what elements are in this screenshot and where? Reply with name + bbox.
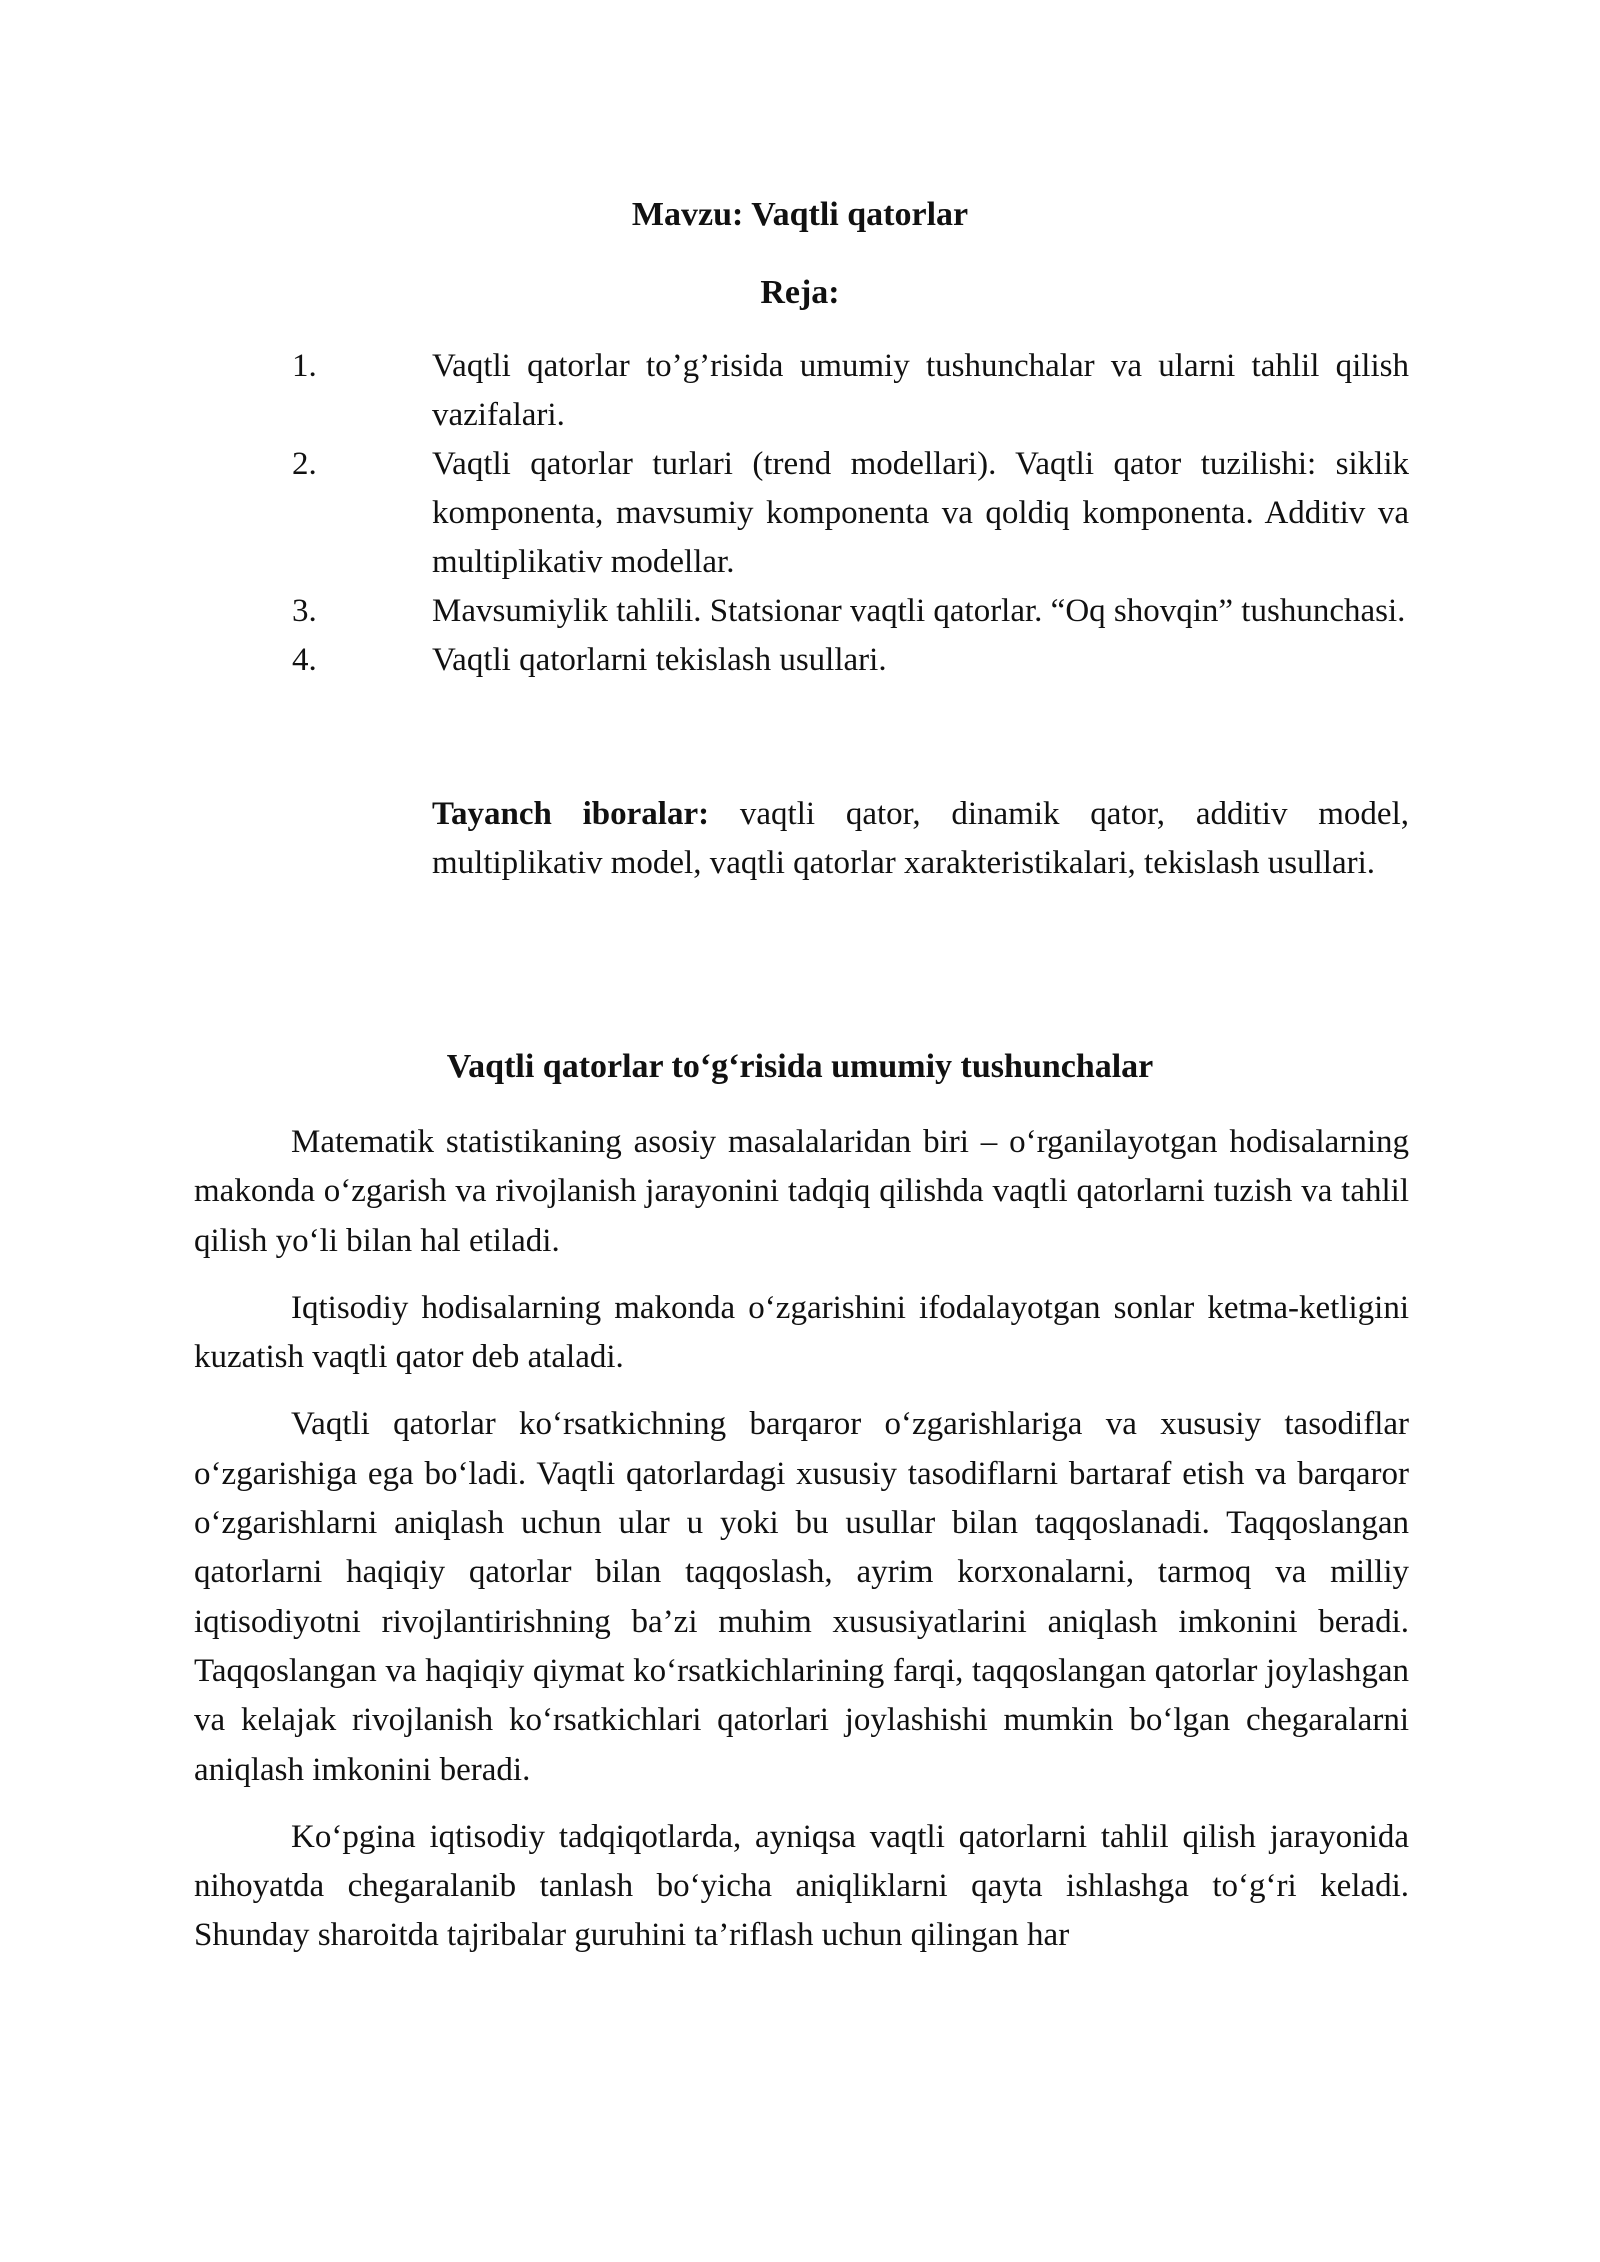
body-paragraph: Matematik statistikaning asosiy masalalaridan biri – o‘rganilayotgan hodisalarning makonda o‘zgarish va rivojlanish jarayonini tadqiq qilishda vaqtli qatorlarni tuzish va tahlil qilish yo‘li bilan hal etiladi. bbox=[194, 1124, 1409, 1259]
keywords-label: Tayanch iboralar: bbox=[432, 796, 710, 832]
plan-item-number: 3. bbox=[292, 593, 317, 629]
keywords-text: vaqtli qator, dinamik qator, additiv model, multiplikativ model, vaqtli qatorlar xarakteristikalari, tekislash usullari. bbox=[432, 796, 1409, 881]
plan-item bbox=[292, 440, 1409, 587]
keywords-paragraph bbox=[432, 790, 1409, 888]
plan-item-number: 1. bbox=[292, 348, 317, 384]
plan-heading: Reja: bbox=[760, 274, 840, 311]
document-title: Mavzu: Vaqtli qatorlar bbox=[631, 196, 969, 233]
body-paragraph: Ko‘pgina iqtisodiy tadqiqotlarda, ayniqsa vaqtli qatorlarni tahlil qilish jarayonida nihoyatda chegaralanib tanlash bo‘yicha aniqliklarni qayta ishlashga to‘g‘ri keladi. Shunday sharoitda tajribalar guruhini ta’riflash uchun qilingan har bbox=[194, 1818, 1409, 1954]
body-paragraph: Iqtisodiy hodisalarning makonda o‘zgarishini ifodalayotgan sonlar ketma-ketligini kuzatish vaqtli qator deb ataladi. bbox=[194, 1289, 1409, 1376]
body-text bbox=[194, 1118, 1409, 1979]
plan-item-number: 2. bbox=[292, 446, 317, 482]
plan-item bbox=[292, 636, 1409, 685]
plan-item bbox=[292, 587, 1409, 636]
plan-item-text: Mavsumiylik tahlili. Statsionar vaqtli qatorlar. “Oq shovqin” tushunchasi. bbox=[432, 593, 1406, 629]
plan-item-text: Vaqtli qatorlar to’g’risida umumiy tushunchalar va ularni tahlil qilish vazifalari. bbox=[432, 348, 1409, 433]
plan-item-number: 4. bbox=[292, 642, 317, 678]
section-heading: Vaqtli qatorlar to‘g‘risida umumiy tushunchalar bbox=[446, 1048, 1154, 1085]
plan-item-text: Vaqtli qatorlarni tekislash usullari. bbox=[432, 642, 887, 678]
plan-list bbox=[292, 342, 1409, 685]
body-paragraph: Vaqtli qatorlar ko‘rsatkichning barqaror o‘zgarishlariga va xususiy tasodiflar o‘zgarishiga ega bo‘ladi. Vaqtli qatorlardagi xususiy tasodiflarni bartaraf etish va barqaror o‘zgarishlarni aniqlash uchun ular u yoki bu usullar bilan taqqoslanadi. Taqqoslangan qatorlarni haqiqiy qatorlar bilan taqqoslash, ayrim korxonalarni, tarmoq va milliy iqtisodiyotni rivojlantirishning ba’zi muhim xususiyatlarini aniqlash imkonini beradi. Taqqoslangan va haqiqiy qiymat ko‘rsatkichlarining farqi, taqqoslangan qatorlar joylashgan va kelajak rivojlanish ko‘rsatkichlari qatorlari joylashishi mumkin bo‘lgan chegaralarni aniqlash imkonini beradi. bbox=[194, 1406, 1409, 1788]
plan-item bbox=[292, 342, 1409, 440]
plan-item-text: Vaqtli qatorlar turlari (trend modellari). Vaqtli qator tuzilishi: siklik komponenta, mavsumiy komponenta va qoldiq komponenta. Additiv va multiplikativ modellar. bbox=[432, 446, 1409, 580]
